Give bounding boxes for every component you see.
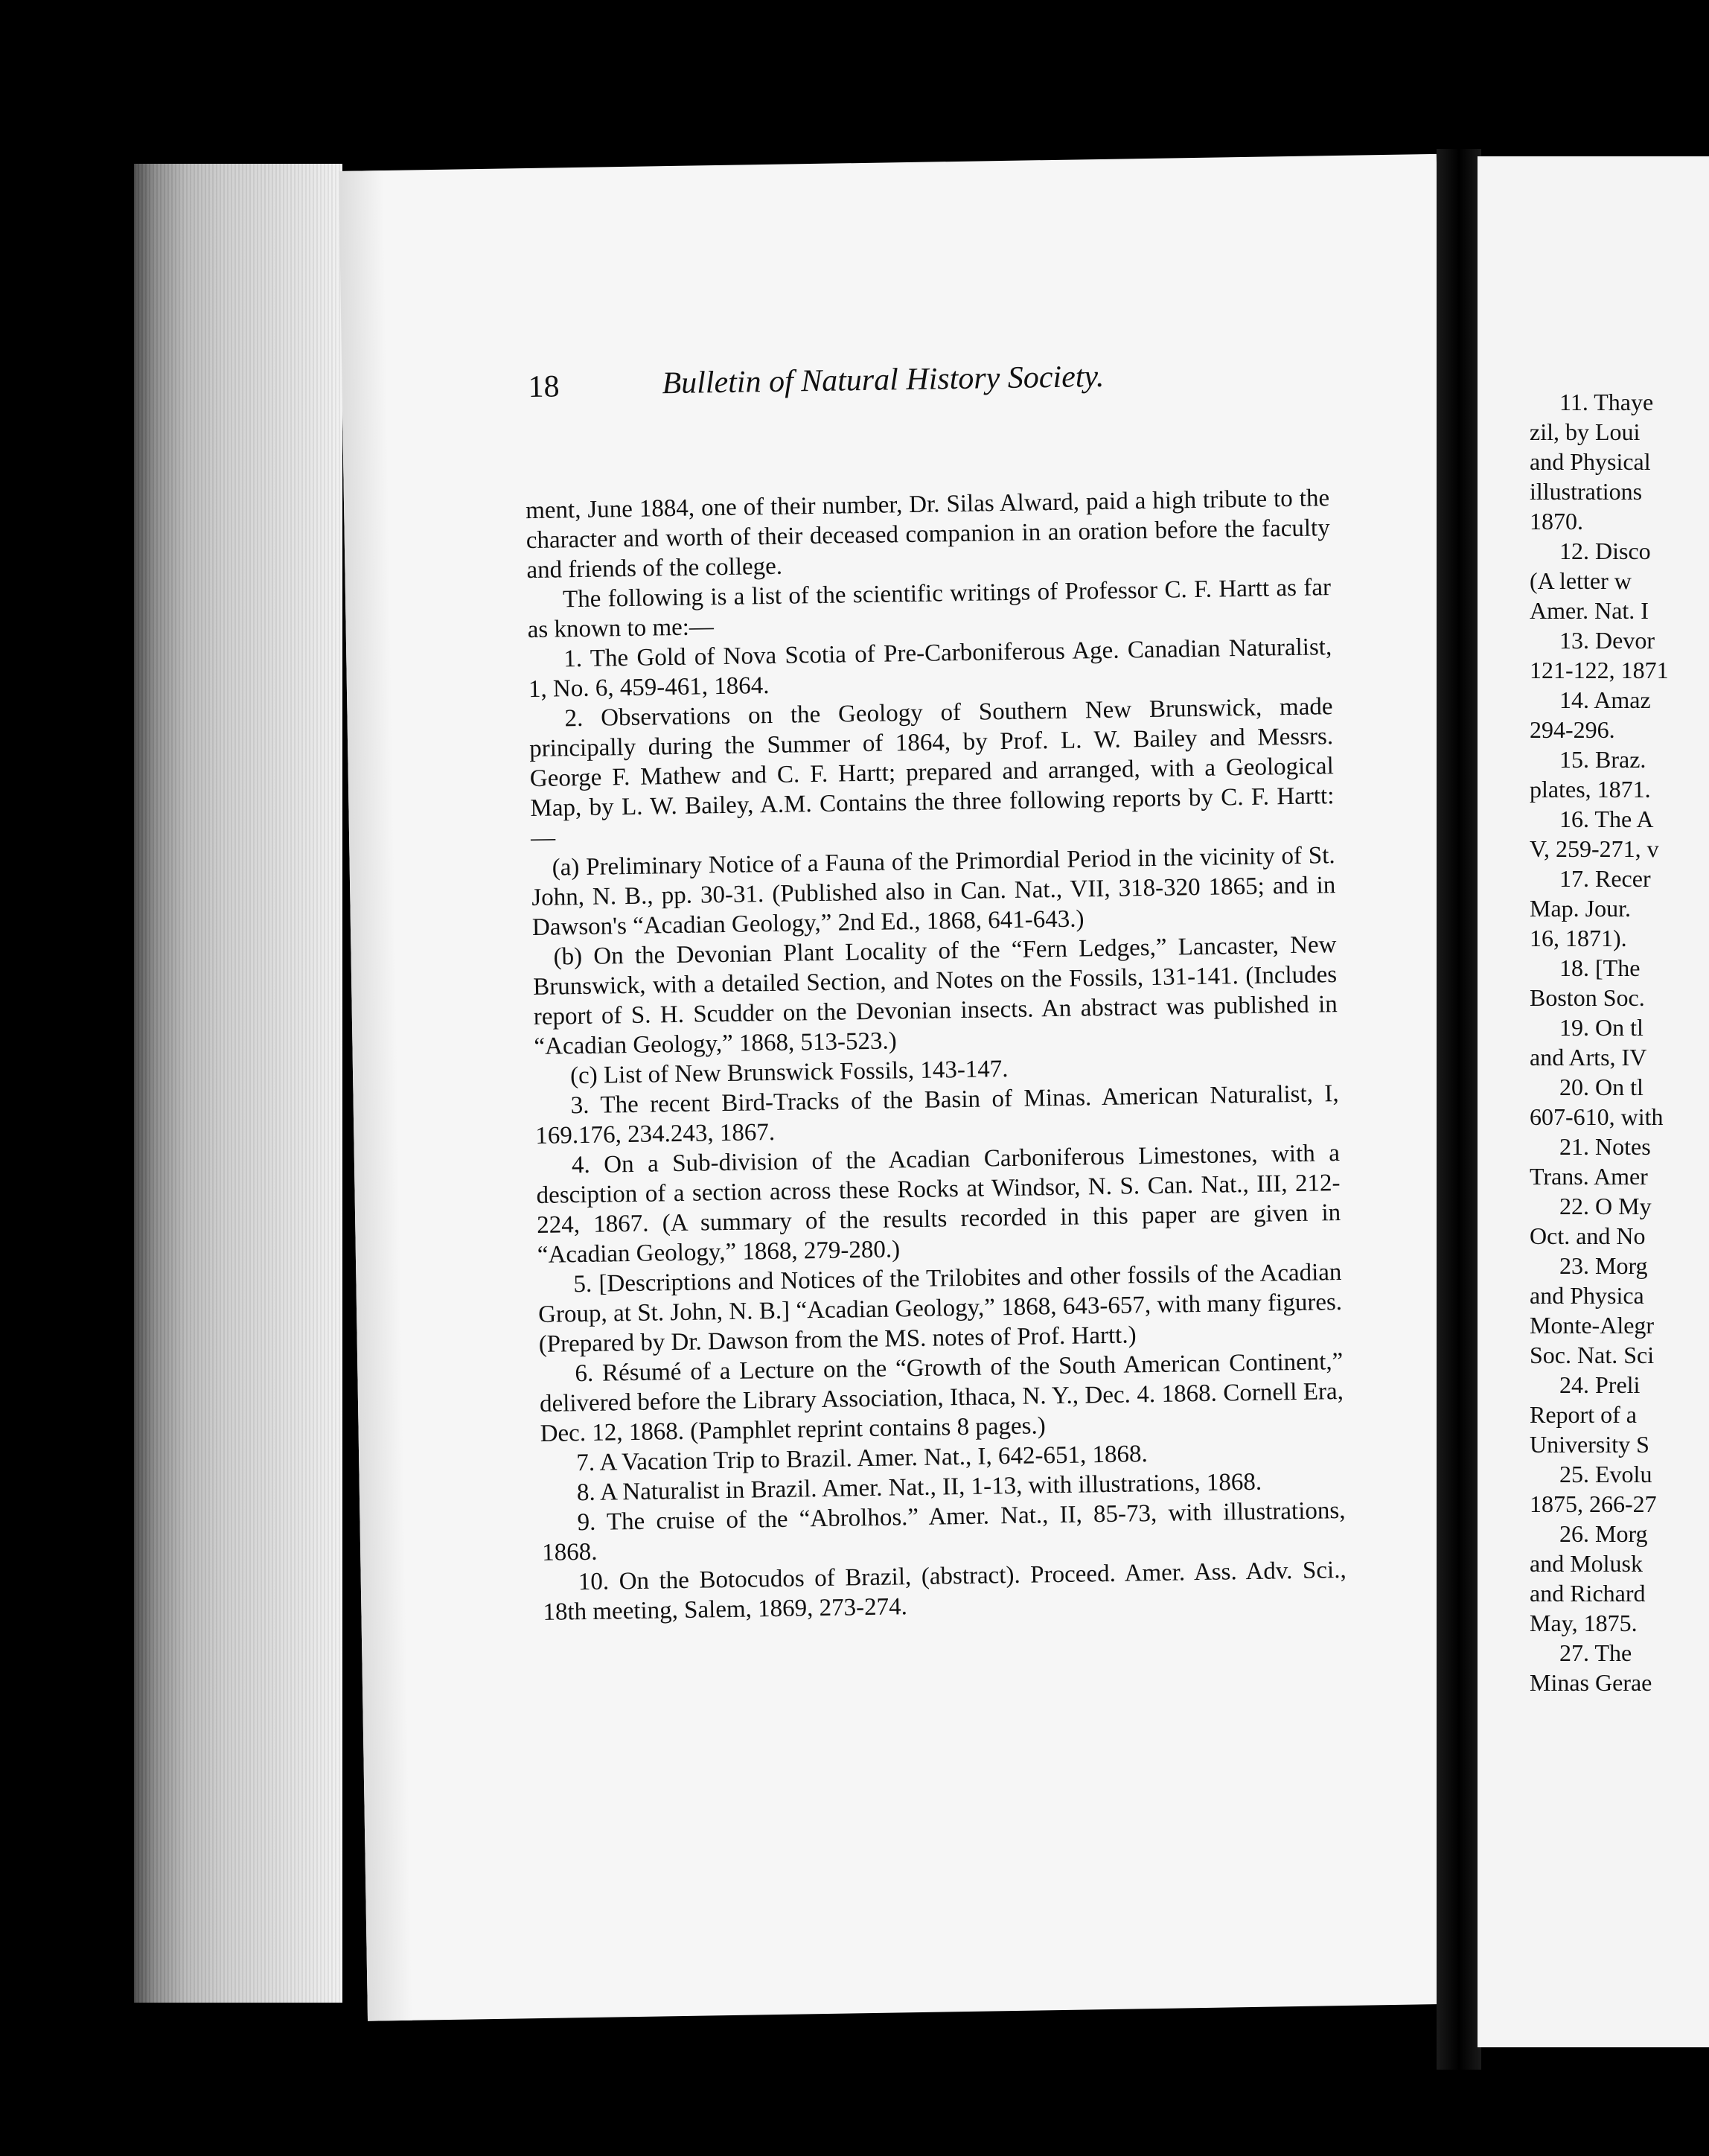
text-line: Report of a bbox=[1530, 1401, 1637, 1428]
text-line: 13. Devor bbox=[1559, 627, 1655, 654]
text-line: and Molusk bbox=[1530, 1550, 1643, 1577]
text-line: V, 259-271, v bbox=[1530, 835, 1659, 862]
text-line: 21. Notes bbox=[1559, 1133, 1651, 1160]
list-item: 5. [Descriptions and Notices of the Trilobites and other fossils of the Acadian Group, at St. John, N. B.] “Acadian Geology,” 1868, 643-657, with many figures. (Prepared by Dr. Dawson from the MS. notes of Prof. Hartt.) bbox=[537, 1259, 1343, 1358]
sub-list-item: (c) List of New Brunswick Fossils, 143-147. bbox=[569, 1056, 1009, 1090]
text-line: 23. Morg bbox=[1559, 1252, 1648, 1279]
text-line: 25. Evolu bbox=[1559, 1461, 1652, 1487]
right-page-text bbox=[1530, 387, 1709, 1697]
sub-list-item: (b) On the Devonian Plant Locality of the “Fern Ledges,” Lancaster, New Brunswick, with a detailed Section, and Notes on the Fossils, 131-141. (Includes report of S. H. Scudder on the Devonian insects. An abstract was published in “Acadian Geology,” 1868, 513-523.) bbox=[532, 931, 1338, 1061]
list-item: 1. The Gold of Nova Scotia of Pre-Carboniferous Age. Canadian Naturalist, 1, No. 6, 459-461, 1864. bbox=[528, 634, 1332, 704]
list-item: 9. The cruise of the “Abrolhos.” Amer. Nat., II, 85-73, with illustrations, 1868. bbox=[541, 1496, 1346, 1566]
text-line: Map. Jour. bbox=[1530, 895, 1631, 922]
text-line: Boston Soc. bbox=[1530, 984, 1645, 1011]
text-line: Amer. Nat. I bbox=[1530, 597, 1649, 624]
text-line: 607-610, with bbox=[1530, 1103, 1664, 1130]
list-item: 4. On a Sub-division of the Acadian Carboniferous Limestones, with a desciption of a section across these Rocks at Windsor, N. S. Can. Nat., III, 212-224, 1867. (A summary of the results recorded in this paper are given in “Acadian Geology,” 1868, 279-280.) bbox=[536, 1140, 1341, 1269]
text-line: 16. The A bbox=[1559, 806, 1654, 832]
text-line: 19. On tl bbox=[1559, 1014, 1643, 1041]
list-item: 7. A Vacation Trip to Brazil. Amer. Nat., I, 642-651, 1868. bbox=[576, 1441, 1149, 1477]
text-line: 17. Recer bbox=[1559, 865, 1651, 892]
paragraph-intro: The following is a list of the scientific writings of Professor C. F. Hartt as far as known to me:— bbox=[527, 574, 1332, 644]
list-item: 10. On the Botocudos of Brazil, (abstract). Proceed. Amer. Ass. Adv. Sci., 18th meeting, Salem, 1869, 273-274. bbox=[543, 1556, 1347, 1626]
text-line: 27. The bbox=[1559, 1639, 1632, 1666]
text-line: 26. Morg bbox=[1559, 1520, 1648, 1547]
text-line: 1875, 266-27 bbox=[1530, 1490, 1657, 1517]
text-line: plates, 1871. bbox=[1530, 776, 1651, 803]
book-page-edges bbox=[134, 164, 342, 2003]
text-line: 1870. bbox=[1530, 508, 1583, 535]
text-line: Oct. and No bbox=[1530, 1222, 1646, 1249]
list-item: 3. The recent Bird-Tracks of the Basin of Minas. American Naturalist, I, 169.176, 234.243, 1867. bbox=[535, 1080, 1339, 1150]
text-line: 18. [The bbox=[1559, 954, 1641, 981]
text-line: 16, 1871). bbox=[1530, 925, 1627, 951]
text-line: 24. Preli bbox=[1559, 1371, 1641, 1398]
text-line: 11. Thaye bbox=[1559, 389, 1654, 415]
text-line: illustrations bbox=[1530, 478, 1643, 505]
text-line: zil, by Loui bbox=[1530, 418, 1641, 445]
text-line: 20. On tl bbox=[1559, 1074, 1643, 1100]
text-line: Minas Gerae bbox=[1530, 1669, 1652, 1696]
page-number: 18 bbox=[528, 369, 560, 405]
left-page bbox=[339, 154, 1466, 2021]
paragraph-continuation: ment, June 1884, one of their number, Dr. Silas Alward, paid a high tribute to the character and worth of their deceased companion in an oration before the faculty and friends of the college. bbox=[525, 485, 1330, 584]
book-gutter bbox=[1437, 149, 1481, 2070]
text-line: Trans. Amer bbox=[1530, 1163, 1648, 1190]
text-line: and Richard bbox=[1530, 1580, 1646, 1607]
text-line: 22. O My bbox=[1559, 1193, 1652, 1219]
text-line: 121-122, 1871 bbox=[1530, 657, 1669, 683]
list-item: 6. Résumé of a Lecture on the “Growth of the South American Continent,” delivered before the Library Association, Ithaca, N. Y., Dec. 4. 1868. Cornell Era, Dec. 12, 1868. (Pamphlet reprint contains 8 pages.) bbox=[539, 1348, 1344, 1447]
text-line: (A letter w bbox=[1530, 567, 1632, 594]
text-line: and Physica bbox=[1530, 1282, 1644, 1309]
right-page bbox=[1478, 156, 1709, 2047]
text-line: May, 1875. bbox=[1530, 1610, 1638, 1636]
body-text bbox=[526, 483, 1347, 1627]
text-line: Soc. Nat. Sci bbox=[1530, 1342, 1655, 1368]
text-line: 294-296. bbox=[1530, 716, 1615, 743]
running-title: Bulletin of Natural History Society. bbox=[662, 359, 1105, 401]
text-line: 12. Disco bbox=[1559, 538, 1651, 564]
text-line: Monte-Alegr bbox=[1530, 1312, 1655, 1339]
list-item: 2. Observations on the Geology of Southern New Brunswick, made principally during the Summer of 1864, by Prof. L. W. Bailey and Messrs. George F. Mathew and C. F. Hartt; prepared and arranged, with a Geological Map, by L. W. Bailey, A.M. Contains the three following reports by C. F. Hartt:— bbox=[528, 693, 1335, 852]
text-line: and Arts, IV bbox=[1530, 1044, 1647, 1071]
text-line: and Physical bbox=[1530, 448, 1651, 475]
text-line: University S bbox=[1530, 1431, 1649, 1458]
list-item: 8. A Naturalist in Brazil. Amer. Nat., II, 1-13, with illustrations, 1868. bbox=[576, 1468, 1262, 1507]
text-line: 14. Amaz bbox=[1559, 686, 1651, 713]
text-line: 15. Braz. bbox=[1559, 746, 1646, 773]
page-header bbox=[528, 357, 1332, 414]
sub-list-item: (a) Preliminary Notice of a Fauna of the Primordial Period in the vicinity of St. John, N. B., pp. 30-31. (Published also in Can. Nat., VII, 318-320 1865; and in Dawson's “Acadian Geology,” 2nd Ed., 1868, 641-643.) bbox=[531, 842, 1336, 942]
